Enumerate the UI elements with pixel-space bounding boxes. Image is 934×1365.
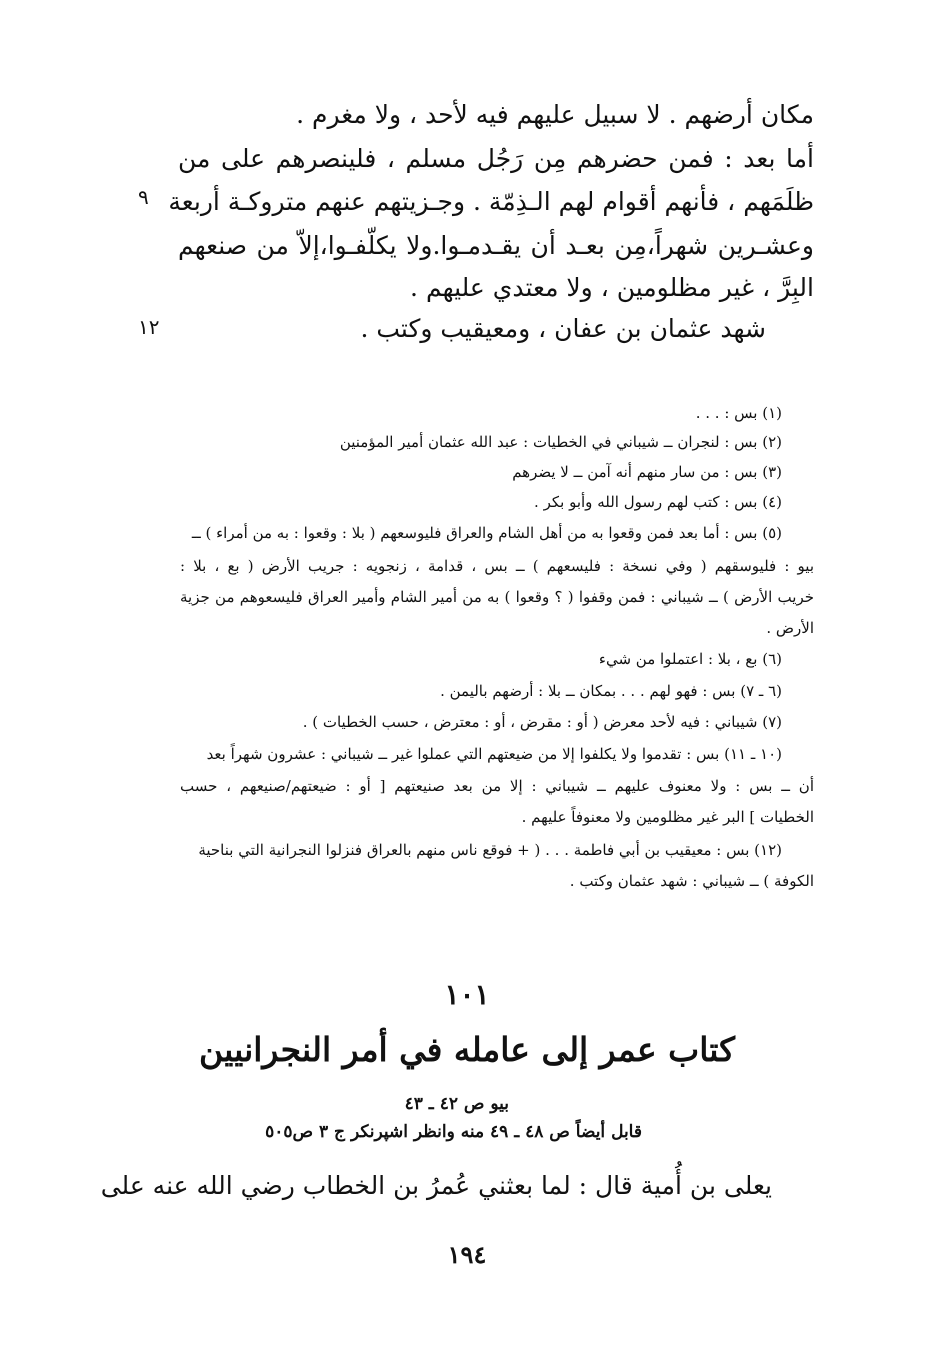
footnote-line: الأرض .: [766, 619, 814, 637]
footnote-line: الخطيات ] البر غير مظلومين ولا معنوفاً عليهم .: [521, 808, 814, 826]
main-text-line: أما بعد : فمن حضرهم مِن رَجُل مسلم ، فلينصرهم على من: [178, 144, 814, 173]
footnote-line: الكوفة ) ــ شيباني : شهد عثمان وكتب .: [569, 872, 814, 890]
main-text-line: ظلَمَهم ، فأنهم أقوام لهم الـذِمّة . وجـزيتهم عنهم متروكـة أربعة: [168, 187, 814, 216]
footnote-line: بيو : فليوسقهم ( وفي نسخة : فليسعهم ) ــ بس ، قدامة ، زنجويه : جريب الأرض ( بع ، بلا :: [180, 557, 814, 575]
main-text-line: شهد عثمان بن عفان ، ومعيقيب وكتب .: [360, 314, 766, 343]
footnote-line: (٥) بس : أما بعد فمن وقعوا به من أهل الشام والعراق فليوسعهم ( بلا : وقعوا : به من أمراء ) ــ: [191, 524, 782, 542]
footnote-line: (٧) شيباني : فيه لأحد معرض ( أو : مقرض ، أو : معترض ، حسب الخطيات ) .: [302, 713, 782, 731]
main-text-line: مكان أرضهم . لا سبيل عليهم فيه لأحد ، ولا مغرم .: [296, 100, 814, 129]
footnote-line: أن ــ بس : ولا معنوف عليهم ــ شيباني : إلا من بعد صنيعتهم [ أو : ضيعتهم/صنيعهم ، حسب: [180, 777, 814, 795]
main-text-line: البِرَّ ، غير مظلومين ، ولا معتدي عليهم .: [410, 273, 814, 302]
document-number: ١٠١: [444, 978, 490, 1011]
footnote-line: (٣) بس : من سار منهم أنه آمن ــ لا يضرهم: [512, 463, 782, 481]
opening-line: يعلى بن أُمية قال : لما بعثني عُمرُ بن الخطاب رضي الله عنه على: [100, 1171, 772, 1200]
source-reference: قابل أيضاً ص ٤٨ ـ ٤٩ منه وانظر اشپرنكر ج ٣ ص٥٠٥: [265, 1122, 642, 1142]
footnote-line: (٢) بس : لنجران ــ شيباني في الخطيات : عبد الله عثمان أمير المؤمنين: [339, 433, 782, 451]
footnote-line: (٦) بع ، بلا : اعتملوا من شيء: [598, 650, 782, 668]
footnote-line: (٦ ـ ٧) بس : فهو لهم . . . بمكان ــ بلا : أرضهم باليمن .: [440, 682, 782, 700]
document-title: كتاب عمر إلى عامله في أمر النجرانيين: [199, 1030, 735, 1069]
line-number-margin: ١٢: [138, 315, 160, 339]
footnote-line: (٤) بس : كتب لهم رسول الله وأبو بكر .: [534, 493, 782, 511]
footnote-line: (١) بس : . . .: [695, 404, 782, 422]
footnote-line: (١٢) بس : معيقيب بن أبي فاطمة . . . ( + فوقع ناس منهم بالعراق فنزلوا النجرانية التي بناحية: [198, 841, 782, 859]
footnote-line: (١٠ ـ ١١) بس : تقدموا ولا يكلفوا إلا من ضيعتهم التي عملوا غير ــ شيباني : عشرون شهراً بعد: [206, 745, 782, 763]
page-number: ١٩٤: [447, 1240, 487, 1269]
main-text-line: وعشـرين شهراً،مِن بعـد أن يقـدمـوا.ولا يكلّفـوا،إلاّ من صنعهم: [178, 231, 814, 260]
line-number-margin: ٩: [138, 185, 149, 209]
footnote-line: خريب الأرض ) ــ شيباني : فمن وقفوا ( ؟ وقعوا ) به من أمير الشام وأمير العراق فليسعوهم من جزية: [180, 588, 814, 606]
source-reference: بيو ص ٤٢ ـ ٤٣: [404, 1094, 509, 1114]
